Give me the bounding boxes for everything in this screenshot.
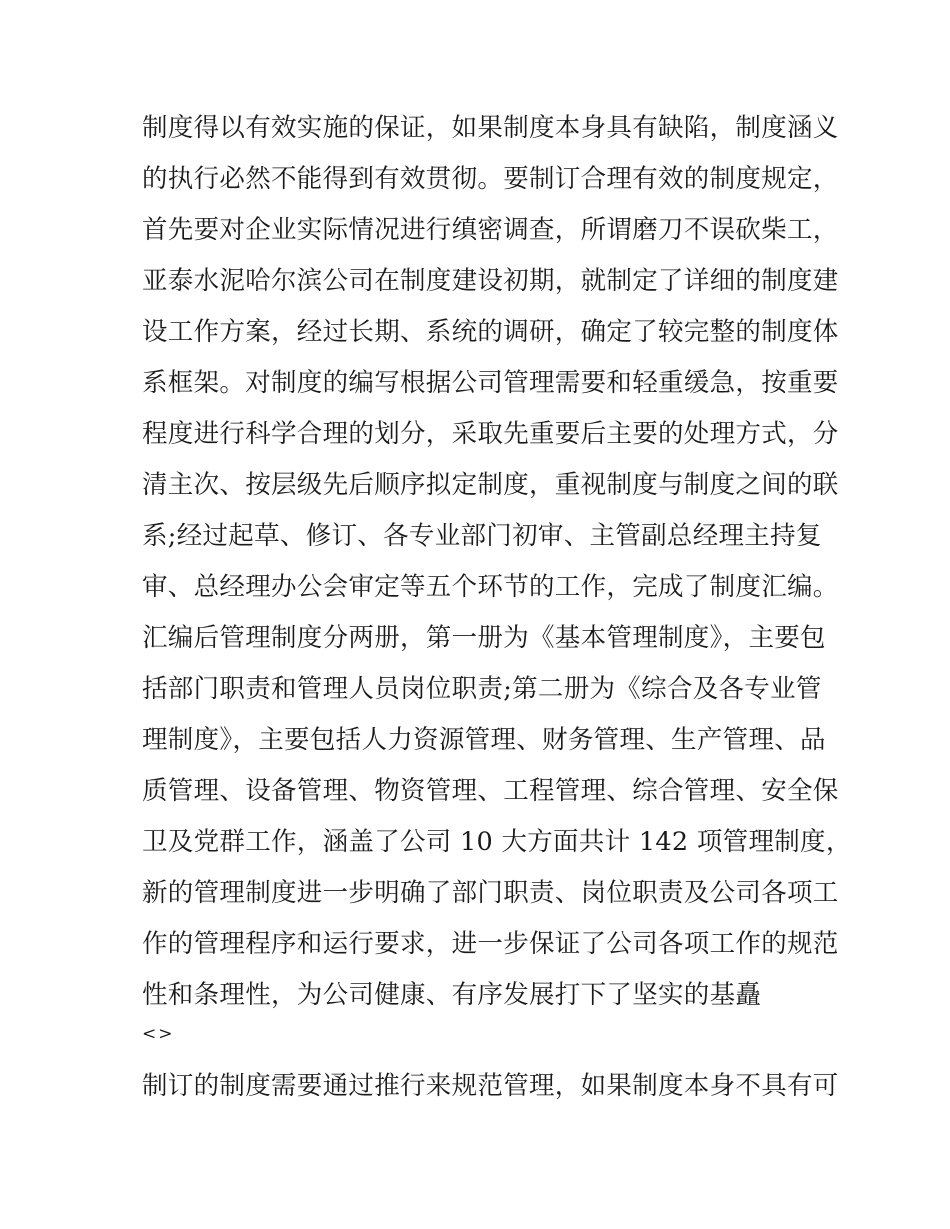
paragraph-line: 清主次、按层级先后顺序拟定制度，重视制度与制度之间的联 [142,470,839,500]
paragraph-line: 制订的制度需要通过推行来规范管理，如果制度本身不具有可 [142,1071,839,1101]
paragraph-line: 作的管理程序和运行要求，进一步保证了公司各项工作的规范 [142,929,839,959]
paragraph-line: 制度得以有效实施的保证，如果制度本身具有缺陷，制度涵义 [142,113,839,143]
paragraph-line: 性和条理性，为公司健康、有序发展打下了坚实的基矗 [142,980,762,1010]
paragraph-line: 新的管理制度进一步明确了部门职责、岗位职责及公司各项工 [142,878,839,908]
paragraph-line: 汇编后管理制度分两册，第一册为《基本管理制度》，主要包 [142,623,826,653]
paragraph-line: 卫及党群工作，涵盖了公司 10 大方面共计 142 项管理制度， [142,827,852,857]
paragraph-line: 系;经过起草、修订、各专业部门初审、主管副总经理主持复 [142,521,822,551]
paragraph-line: 审、总经理办公会审定等五个环节的工作，完成了制度汇编。 [142,572,839,602]
section-separator: <> [142,1024,175,1044]
paragraph-line: 首先要对企业实际情况进行缜密调查，所谓磨刀不误砍柴工， [142,215,839,245]
paragraph-line: 程度进行科学合理的划分，采取先重要后主要的处理方式，分 [142,419,839,449]
paragraph-line: 质管理、设备管理、物资管理、工程管理、综合管理、安全保 [142,776,839,806]
paragraph-line: 设工作方案，经过长期、系统的调研，确定了较完整的制度体 [142,317,839,347]
paragraph-line: 的执行必然不能得到有效贯彻。要制订合理有效的制度规定， [142,164,839,194]
paragraph-line: 括部门职责和管理人员岗位职责;第二册为《综合及各专业管 [142,674,822,704]
paragraph-line: 理制度》，主要包括人力资源管理、财务管理、生产管理、品 [142,725,826,755]
paragraph-line: 系框架。对制度的编写根据公司管理需要和轻重缓急，按重要 [142,368,839,398]
paragraph-line: 亚泰水泥哈尔滨公司在制度建设初期，就制定了详细的制度建 [142,266,839,296]
